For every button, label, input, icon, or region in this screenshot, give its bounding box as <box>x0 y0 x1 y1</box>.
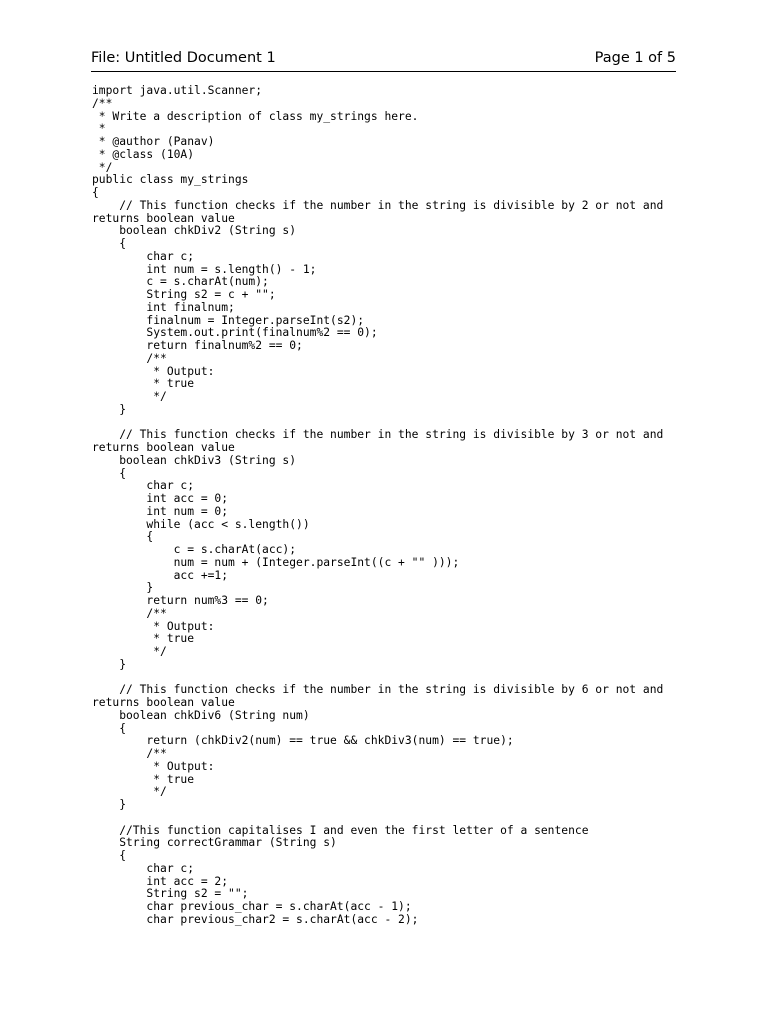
code-line: { <box>92 849 127 862</box>
code-line: // This function checks if the number in the string is divisible by 2 or not and <box>92 198 664 212</box>
code-line: boolean chkDiv2 (String s) <box>92 224 297 238</box>
code-line: char previous_char = s.charAt(acc - 1); <box>92 900 412 913</box>
code-line: returns boolean value <box>92 441 235 454</box>
code-line: * true <box>92 377 195 391</box>
code-line: * Output: <box>92 619 215 633</box>
code-line: returns boolean value <box>92 696 235 709</box>
code-line: String s2 = c + ""; <box>92 288 276 301</box>
code-line: return num%3 == 0; <box>92 594 269 607</box>
code-line: System.out.print(finalnum%2 == 0); <box>92 326 378 340</box>
code-line: * <box>92 122 106 136</box>
code-line: int acc = 2; <box>92 874 229 888</box>
page-number: Page 1 of 5 <box>594 50 676 66</box>
file-title: File: Untitled Document 1 <box>91 50 276 66</box>
code-line: char previous_char2 = s.charAt(acc - 2); <box>92 912 419 926</box>
code-line <box>92 812 676 825</box>
page-header <box>91 48 676 72</box>
code-line: c = s.charAt(acc); <box>92 543 297 556</box>
code-line: /** <box>92 606 167 620</box>
code-line: int num = 0; <box>92 504 229 518</box>
code-line: */ <box>92 390 167 403</box>
code-line: char c; <box>92 479 195 493</box>
code-line: * Output: <box>92 364 215 378</box>
code-line: String s2 = ""; <box>92 887 249 901</box>
code-line: int finalnum; <box>92 300 235 314</box>
code-line: returns boolean value <box>92 211 235 225</box>
code-line: * Output: <box>92 759 215 773</box>
code-line: return (chkDiv2(num) == true && chkDiv3(num) == true); <box>92 734 514 748</box>
code-line: */ <box>92 645 167 658</box>
code-line: acc +=1; <box>92 568 229 582</box>
code-line: { <box>92 186 99 199</box>
code-line: /** <box>92 351 167 365</box>
code-line: /** <box>92 747 167 760</box>
code-line: } <box>92 657 127 671</box>
code-line: /** <box>92 96 113 110</box>
code-line: boolean chkDiv6 (String num) <box>92 708 310 722</box>
code-line: } <box>92 581 154 595</box>
code-line: String correctGrammar (String s) <box>92 836 337 850</box>
code-line: */ <box>92 785 167 799</box>
code-line: //This function capitalises I and even the first letter of a sentence <box>92 823 589 837</box>
code-line: char c; <box>92 861 195 875</box>
code-line: * @class (10A) <box>92 147 195 161</box>
code-line: } <box>92 798 127 811</box>
code-line: public class my_strings <box>92 173 249 187</box>
code-line: boolean chkDiv3 (String s) <box>92 453 297 467</box>
code-line: int acc = 0; <box>92 492 229 505</box>
code-line: * Write a description of class my_strings here. <box>92 109 419 123</box>
code-line: * true <box>92 632 195 646</box>
code-line: * true <box>92 772 195 786</box>
code-line: int num = s.length() - 1; <box>92 262 317 276</box>
code-line: c = s.charAt(num); <box>92 275 269 289</box>
code-line: { <box>92 466 127 480</box>
code-line: import java.util.Scanner; <box>92 84 263 97</box>
code-line: while (acc < s.length()) <box>92 517 310 531</box>
code-line: // This function checks if the number in the string is divisible by 3 or not and <box>92 428 664 442</box>
code-line: // This function checks if the number in the string is divisible by 6 or not and <box>92 683 664 697</box>
code-line: return finalnum%2 == 0; <box>92 339 303 352</box>
code-line: { <box>92 530 154 544</box>
code-line: * @author (Panav) <box>92 135 215 148</box>
code-line: char c; <box>92 249 195 263</box>
code-line: { <box>92 237 127 250</box>
code-line: */ <box>92 160 113 174</box>
code-listing <box>92 85 676 927</box>
code-line: finalnum = Integer.parseInt(s2); <box>92 313 365 327</box>
code-line: num = num + (Integer.parseInt((c + "" ))); <box>92 555 460 569</box>
code-line: { <box>92 721 127 735</box>
code-line: } <box>92 402 127 416</box>
